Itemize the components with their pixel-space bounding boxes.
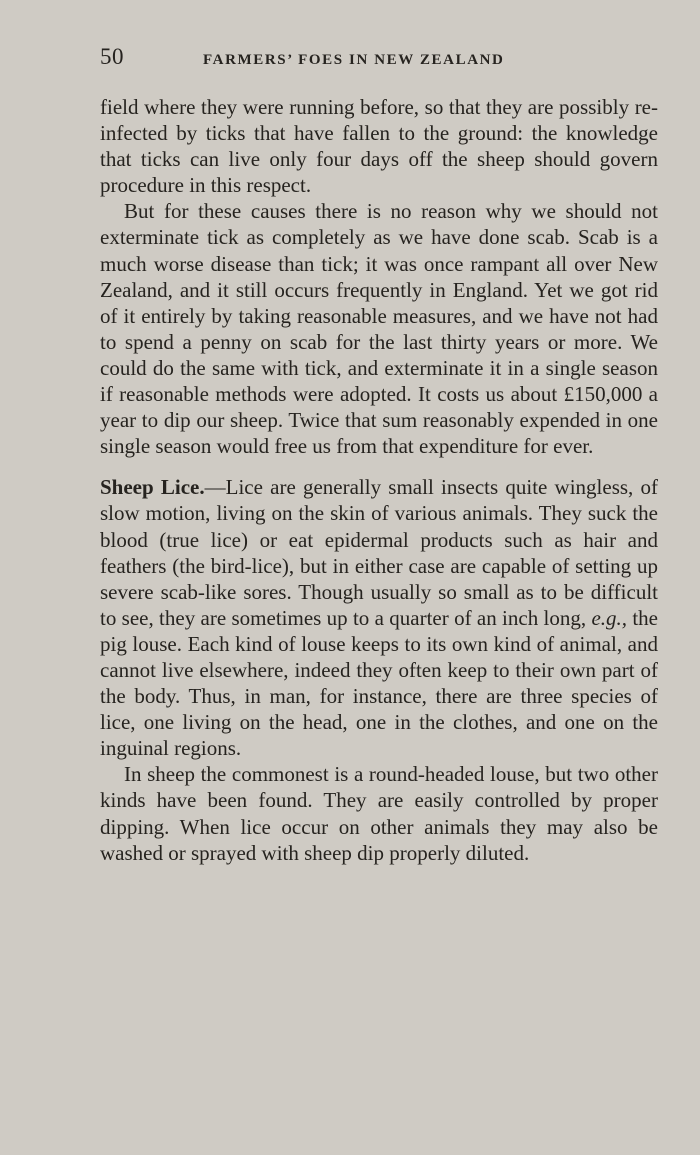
paragraph-scab: But for these causes there is no reason why we should not exterminate tick as completely as we have done scab. Scab is a much worse disease than tick; it was once rampant all over New Zealand, and it still occurs frequently in England. Yet we got rid of it entirely by taking reasonable measures, and we have not had to spend a penny on scab for the last thirty years or more. We could do the same with tick, and exterminate it in a single season if reasonable methods were adopted. It costs us about £150,000 a year to dip our sheep. Twice that sum reasonably expended in one single season would free us from that expenditure for ever. — [100, 199, 658, 459]
running-title: FARMERS’ FOES IN NEW ZEALAND — [203, 52, 505, 68]
section-heading-sheep-lice: Sheep Lice. — [100, 475, 205, 500]
eg-abbreviation: e.g., — [591, 605, 628, 630]
paragraph-sheep-lice — [100, 474, 658, 761]
page-number: 50 — [100, 44, 124, 69]
paragraph-sheep-louse-control: In sheep the commonest is a round-headed louse, but two other kinds have been found. They are easily controlled by proper dipping. When lice occur on other animals they may also be washed or sprayed with sheep dip properly diluted. — [100, 762, 658, 865]
page-header — [100, 44, 660, 76]
sheep-lice-text-part1: —Lice are generally small insects quite wingless, of slow motion, living on the skin of various animals. They suck the blood (true lice) or eat epidermal products such as hair and feathers (the bird-lice), but in either case are capable of setting up severe scab-like sores. Though usually so small as to be difficult to see, they are sometimes up to a quarter of an inch long, — [100, 475, 658, 630]
body-text — [100, 94, 658, 866]
paragraph-continuation: field where they were running before, so that they are possibly re-infected by ticks that have fallen to the ground: the knowledge that ticks can live only four days off the sheep should govern procedure in this respect. — [100, 95, 658, 198]
sheep-lice-text-part2: the pig louse. Each kind of louse keeps to its own kind of animal, and cannot live elsewhere, indeed they often keep to their own part of the body. Thus, in man, for instance, there are three species of lice, one living on the head, one in the clothes, and one on the inguinal regions. — [100, 605, 658, 761]
